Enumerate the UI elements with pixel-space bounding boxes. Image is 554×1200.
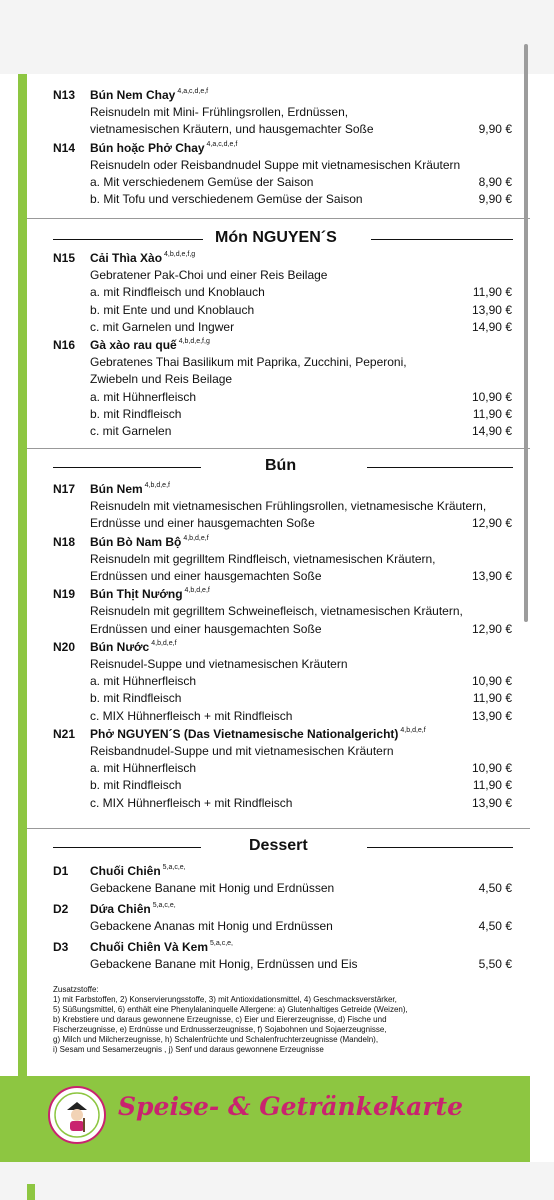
allergen-codes: 4,a,c,d,e,f — [177, 88, 209, 95]
item-description: b. mit Rindfleisch — [90, 406, 182, 421]
item-code: D2 — [53, 901, 69, 916]
notes-line: i) Sesam und Sesamerzeugnis , j) Senf und daraus gewonnene Erzeugnisse — [53, 1045, 324, 1054]
item-price: 11,90 € — [472, 285, 512, 300]
section-rule-right — [371, 239, 513, 240]
divider — [27, 828, 530, 829]
item-description-line — [90, 407, 512, 421]
item-name: Chuối Chiên — [90, 864, 161, 878]
item-code: N19 — [53, 587, 76, 602]
item-price: 10,90 € — [471, 389, 512, 404]
item-name: Bún Nước — [90, 639, 150, 654]
notes-line: Zusatzstoffe: — [53, 985, 99, 994]
item-description: c. MIX Hühnerfleisch + mit Rindfleisch — [90, 708, 293, 723]
section-header-dessert — [53, 836, 513, 856]
section-rule-right — [367, 467, 513, 468]
divider — [27, 218, 530, 219]
item-description: Reisnudel-Suppe und vietnamesischen Kräutern — [90, 657, 348, 671]
item-code: N18 — [53, 534, 76, 549]
item-description: Reisnudeln mit gegrilltem Rindfleisch, vietnamesischen Kräutern, — [90, 551, 436, 566]
section-title-dessert: Dessert — [249, 837, 308, 854]
menu-item-heading — [53, 482, 170, 496]
scrollbar[interactable] — [524, 44, 528, 622]
item-description: Reisnudeln oder Reisbandnudel Suppe mit vietnamesischen Kräutern — [90, 157, 461, 172]
item-name: Bún Bò Nam Bộ — [90, 534, 182, 549]
item-description-line — [90, 569, 512, 583]
item-code: D3 — [53, 939, 69, 954]
item-description: b. mit Rindfleisch — [90, 778, 182, 793]
item-price: 4,50 € — [478, 919, 512, 934]
menu-item-heading — [53, 535, 209, 549]
item-description-line — [90, 303, 512, 317]
notes-line: 1) mit Farbstoffen, 2) Konservierungsstoffe, 3) mit Antioxidationsmittel, 4) Geschmacksverstärker, — [53, 995, 397, 1004]
allergen-codes: 4,b,d,e,f — [184, 587, 210, 595]
item-description-line — [90, 320, 512, 334]
item-description-line — [90, 604, 512, 618]
item-price: 11,90 € — [472, 691, 512, 706]
item-description: Gebackene Ananas mit Honig und Erdnüssen — [90, 919, 333, 934]
item-description: Gebratenes Thai Basilikum mit Paprika, Zucchini, Peperoni, — [90, 355, 407, 370]
bottom-system-bar — [0, 1162, 554, 1200]
item-code: N14 — [53, 140, 76, 155]
allergen-codes: 4,b,d,e,f — [144, 482, 170, 489]
section-header-nguyen — [53, 228, 513, 248]
section-rule-right — [367, 847, 513, 848]
item-description-line — [90, 122, 512, 136]
item-name: Dứa Chiên — [90, 901, 151, 916]
item-price: 9,90 € — [478, 192, 512, 207]
menu-item-heading — [53, 338, 210, 352]
item-description: b. Mit Tofu und verschiedenem Gemüse der Saison — [90, 192, 363, 207]
item-description-line — [90, 957, 512, 971]
divider — [27, 448, 530, 449]
item-price: 14,90 € — [471, 424, 512, 438]
item-price: 8,90 € — [478, 175, 512, 189]
item-price: 10,90 € — [471, 674, 512, 689]
item-description-line — [90, 778, 512, 792]
item-description-line — [90, 919, 512, 933]
allergen-codes: 5,a,c,e, — [210, 939, 233, 947]
item-description: Reisnudeln mit Mini- Frühlingsrollen, Erdnüssen, — [90, 105, 349, 120]
item-description-line — [90, 192, 512, 206]
item-code: D1 — [53, 864, 69, 878]
item-price: 11,90 € — [472, 406, 512, 421]
item-price: 14,90 € — [471, 319, 512, 334]
restaurant-logo — [48, 1086, 106, 1144]
chef-logo-icon — [50, 1088, 104, 1142]
item-description-line — [90, 674, 512, 688]
item-description: vietnamesischen Kräutern, und hausgemachter Soße — [90, 122, 374, 137]
section-rule-left — [53, 239, 203, 240]
item-code: N21 — [53, 726, 76, 741]
item-description: Gebackene Banane mit Honig, Erdnüssen und Eis — [90, 957, 358, 971]
item-description-line — [90, 499, 512, 513]
item-description: Gebackene Banane mit Honig und Erdnüssen — [90, 881, 335, 896]
item-description: Erdnüsse und einer hausgemachten Soße — [90, 516, 315, 531]
item-price: 12,90 € — [471, 621, 512, 636]
item-description: c. mit Garnelen — [90, 424, 172, 438]
item-description-line — [90, 516, 512, 530]
item-description-line — [90, 744, 512, 758]
allergen-codes: 4,b,d,e,f,g — [164, 251, 196, 258]
item-description-line — [90, 761, 512, 775]
menu-item-heading — [53, 251, 195, 265]
notes-line: 5) Süßungsmittel, 6) enthält eine Phenylalaninquelle Allergene: a) Glutenhaltiges Getreide (Weizen), — [53, 1005, 408, 1014]
menu-item-heading — [53, 640, 177, 654]
item-description-line — [90, 622, 512, 636]
section-title-bun: Bún — [265, 457, 297, 474]
item-description-line — [90, 796, 512, 810]
item-price: 13,90 € — [471, 795, 512, 810]
item-description-line — [90, 105, 512, 119]
item-description: a. mit Hühnerfleisch — [90, 761, 197, 776]
item-price: 12,90 € — [471, 516, 512, 531]
item-description: Erdnüssen und einer hausgemachten Soße — [90, 621, 322, 636]
allergen-codes: 5,a,c,e, — [152, 901, 176, 909]
item-description: Erdnüssen und einer hausgemachten Soße — [90, 569, 322, 583]
menu-item-heading — [53, 902, 176, 916]
allergen-codes: 5,a,c,e, — [162, 864, 186, 871]
item-description: Reisnudeln mit gegrilltem Schweinefleisch, vietnamesischen Kräutern, — [90, 604, 463, 619]
item-name: Gà xào rau quế — [90, 338, 177, 352]
item-description: b. mit Rindfleisch — [90, 691, 182, 706]
item-name: Bún hoặc Phở Chay — [90, 140, 205, 155]
allergen-codes: 4,a,c,d,e,f — [206, 140, 238, 148]
item-description: Reisnudeln mit vietnamesischen Frühlingsrollen, vietnamesische Kräutern, — [90, 499, 487, 514]
item-description: c. MIX Hühnerfleisch + mit Rindfleisch — [90, 795, 293, 810]
item-name: Phở NGUYEN´S (Das Vietnamesische Nationalgericht) — [90, 726, 399, 741]
item-description-line — [90, 285, 512, 299]
item-description-line — [90, 552, 512, 566]
menu-item-heading — [53, 141, 237, 155]
additives-notes — [53, 985, 518, 1055]
allergen-codes: 4,b,d,e,f,g — [178, 338, 210, 345]
item-description: b. mit Ente und und Knoblauch — [90, 302, 255, 317]
item-code: N13 — [53, 88, 76, 102]
item-description-line — [90, 355, 512, 369]
section-rule-left — [53, 847, 201, 848]
item-description: a. mit Hühnerfleisch — [90, 674, 197, 689]
notes-line: b) Krebstiere und daraus gewonnene Erzeugnisse, c) Eier und Eiererzeugnisse, d) Fische und — [53, 1015, 387, 1024]
item-description-line — [90, 158, 512, 172]
green-strip-next-page — [27, 1184, 35, 1200]
item-price: 13,90 € — [471, 708, 512, 723]
item-description: Gebratener Pak-Choi und einer Reis Beilage — [90, 268, 328, 283]
item-price: 9,90 € — [478, 122, 512, 137]
section-header-bun — [53, 456, 513, 476]
item-description-line — [90, 709, 512, 723]
menu-banner-title: Speise- & Getränkekarte — [118, 1092, 463, 1121]
item-price: 4,50 € — [478, 881, 512, 896]
item-description-line — [90, 175, 512, 189]
item-description: Reisbandnudel-Suppe und mit vietnamesischen Kräutern — [90, 744, 394, 758]
section-title-nguyen: Món NGUYEN´S — [215, 229, 337, 246]
menu-item-heading — [53, 727, 426, 741]
section-rule-left — [53, 467, 201, 468]
item-description-line — [90, 657, 512, 671]
allergen-codes: 4,b,d,e,f — [183, 534, 209, 542]
item-description: c. mit Garnelen und Ingwer — [90, 319, 235, 334]
allergen-codes: 4,b,d,e,f — [151, 639, 177, 647]
item-name: Chuối Chiên Và Kem — [90, 939, 209, 954]
item-price: 11,90 € — [472, 778, 512, 793]
item-name: Bún Thịt Nướng — [90, 587, 183, 602]
menu-item-heading — [53, 88, 208, 102]
notes-line: Fischerzeugnisse, e) Erdnüsse und Erdnusserzeugnisse, f) Sojabohnen und Sojaerzeugnisse, — [53, 1025, 387, 1034]
item-price: 5,50 € — [478, 957, 512, 971]
item-description: a. mit Hühnerfleisch — [90, 389, 197, 404]
item-description: Zwiebeln und Reis Beilage — [90, 372, 233, 387]
menu-item-heading — [53, 587, 210, 601]
item-price: 10,90 € — [471, 761, 512, 776]
item-description-line — [90, 390, 512, 404]
item-description-line — [90, 691, 512, 705]
item-name: Bún Nem Chay — [90, 88, 176, 102]
notes-line: g) Milch und Milcherzeugnisse, h) Schalenfrüchte und Schalenfruchterzeugnisse (Mandeln), — [53, 1035, 379, 1044]
menu-item-heading — [53, 940, 233, 954]
item-price: 13,90 € — [471, 302, 512, 317]
item-price: 13,90 € — [471, 569, 512, 583]
item-description-line — [90, 372, 512, 386]
item-name: Bún Nem — [90, 482, 143, 496]
item-name: Cải Thìa Xào — [90, 251, 163, 265]
allergen-codes: 4,b,d,e,f — [400, 726, 426, 734]
item-code: N15 — [53, 251, 76, 265]
menu-item-heading — [53, 864, 186, 878]
item-code: N20 — [53, 639, 76, 654]
item-description-line — [90, 881, 512, 895]
item-description-line — [90, 268, 512, 282]
item-code: N17 — [53, 482, 76, 496]
item-description-line — [90, 424, 512, 438]
item-description: a. mit Rindfleisch und Knoblauch — [90, 285, 265, 300]
item-description: a. Mit verschiedenem Gemüse der Saison — [90, 175, 314, 189]
item-code: N16 — [53, 338, 76, 352]
